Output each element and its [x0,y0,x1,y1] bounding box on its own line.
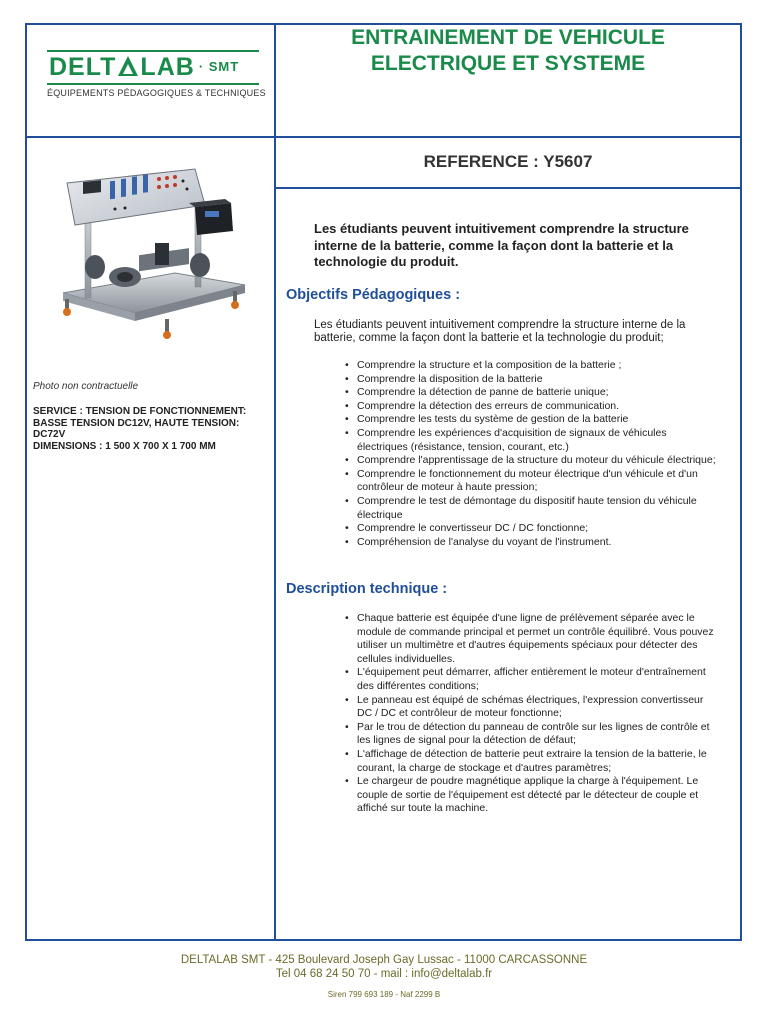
spec-service: SERVICE : TENSION DE FONCTIONNEMENT: BASSE TENSION DC12V, HAUTE TENSION: DC72V [33,406,247,440]
list-item: • Compréhension de l'analyse du voyant de l'instrument. [345,536,720,550]
list-item: • Comprendre la détection de panne de batterie unique; [345,386,720,400]
logo-suffix: · SMT [198,59,240,74]
deltalab-logo [47,50,266,102]
list-item: • Comprendre les expériences d'acquisition de signaux de véhicules électriques (résistance, tension, courant, etc.) [345,427,720,454]
list-item: • Par le trou de détection du panneau de contrôle sur les lignes de contrôle et les lignes de signal pour la détection de défaut; [345,721,720,748]
list-item: • L'équipement peut démarrer, afficher entièrement le moteur d'entraînement des différentes conditions; [345,666,720,693]
photo-caption: Photo non contractuelle [33,381,139,392]
logo-bottom-rule [47,83,259,85]
footer-address: DELTALAB SMT - 425 Boulevard Joseph Gay Lussac - 11000 CARCASSONNE [180,954,588,966]
objectives-list [345,359,720,549]
spec-dimensions: DIMENSIONS : 1 500 X 700 X 1 700 MM [33,440,216,452]
specifications [33,406,268,452]
objectives-paragraph: Les étudiants peuvent intuitivement comprendre la structure interne de la batterie, comme la façon dont la batterie et la technologie du produit; [314,319,686,344]
list-item: • Comprendre le fonctionnement du moteur électrique d'un véhicule et d'un contrôleur de moteur à haute pression; [345,468,720,495]
list-item: • Le panneau est équipé de schémas électriques, l'expression convertisseur DC / DC et contrôleur de moteur fonctionne; [345,694,720,721]
list-item: • Comprendre le test de démontage du dispositif haute tension du véhicule électrique [345,495,720,522]
list-item: • Comprendre la structure et la composition de la batterie ; [345,359,720,373]
document-title [276,25,740,77]
technical-list [345,612,720,816]
logo-top-rule [47,50,259,52]
list-item: • Comprendre la disposition de la batterie [345,373,720,387]
header-divider [25,136,742,138]
list-item: • Comprendre l'apprentissage de la structure du moteur du véhicule électrique; [345,454,720,468]
title-line1: ENTRAINEMENT DE VEHICULE [351,26,665,49]
reference-code: REFERENCE : Y5607 [423,152,593,171]
reference-divider [275,187,742,189]
footer-contact: Tel 04 68 24 50 70 - mail : info@deltalab.fr [275,968,493,980]
list-item: • L'affichage de détection de batterie peut extraire la tension de la batterie, le courant, la charge de stockage et d'autres paramètres; [345,748,720,775]
footer-registration: Siren 799 693 189 - Naf 2299 B [327,990,441,999]
logo-tagline: ÉQUIPEMENTS PÉDAGOGIQUES & TECHNIQUES [47,88,266,98]
list-item: • Le chargeur de poudre magnétique applique la charge à l'équipement. Le couple de sortie de l'équipement est détecté par le détecteur de couple et affiché sur toute la machine. [345,775,720,816]
technical-heading: Description technique : [286,581,448,597]
list-item: • Comprendre la détection des erreurs de communication. [345,400,720,414]
logo-part1: DELT [49,53,117,81]
intro-paragraph: Les étudiants peuvent intuitivement comprendre la structure interne de la batterie, comme la façon dont la batterie et la technologie du produit. [314,221,689,269]
list-item: • Comprendre le convertisseur DC / DC fonctionne; [345,522,720,536]
objectives-heading: Objectifs Pédagogiques : [286,287,461,303]
logo-part2: LAB [140,53,195,81]
title-line2: ELECTRIQUE ET SYSTEME [370,52,646,75]
delta-triangle-icon [117,55,139,77]
list-item: • Comprendre les tests du système de gestion de la batterie [345,413,720,427]
logo-wordmark [49,53,239,82]
training-bench-photo [55,165,250,345]
list-item: • Chaque batterie est équipée d'une ligne de prélèvement séparée avec le module de commande principal et permet un contrôle équilibré. Vous pouvez utiliser un multimètre et d'autres équipements spéciaux pour détecter des cellules individuelles. [345,612,720,666]
